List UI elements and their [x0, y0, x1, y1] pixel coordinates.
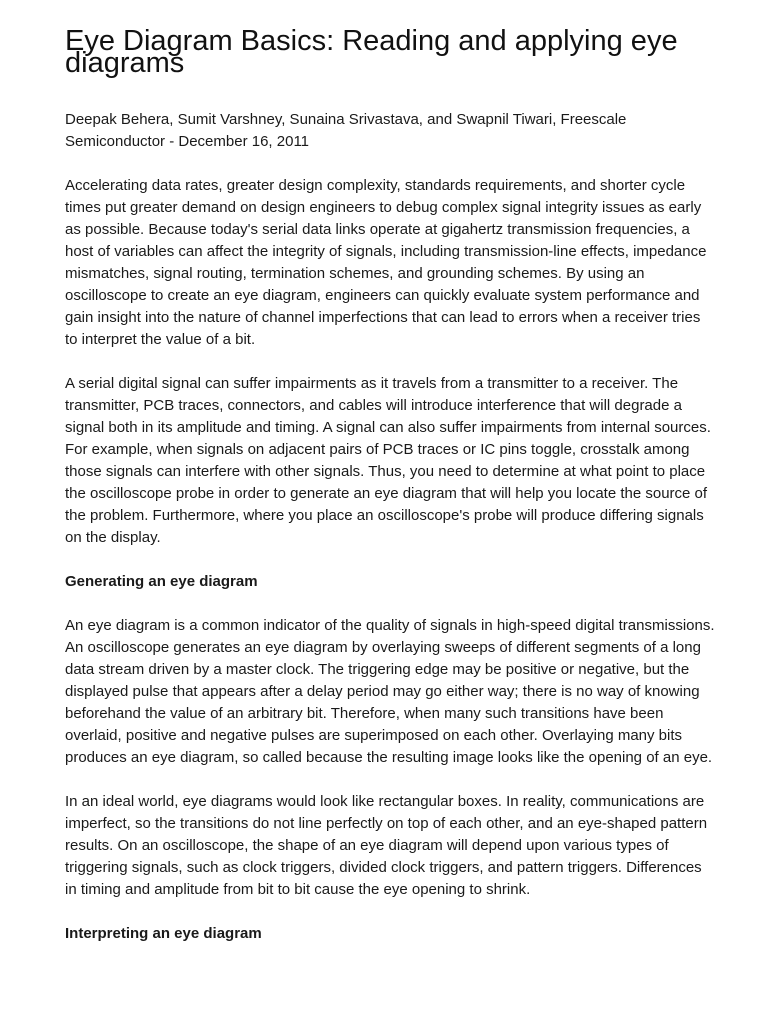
- article-byline: Deepak Behera, Sumit Varshney, Sunaina Srivastava, and Swapnil Tiwari, Freescale Semiconductor - December 16, 2011: [65, 111, 627, 150]
- article: [65, 22, 715, 945]
- paragraph: An eye diagram is a common indicator of the quality of signals in high-speed digital transmissions. An oscilloscope generates an eye diagram by overlaying sweeps of different segments of a long data stream driven by a master clock. The triggering edge may be positive or negative, but the displayed pulse that appears after a delay period may go either way; there is no way of knowing beforehand the value of an arbitrary bit. Therefore, when many such transitions have been overlaid, positive and negative pulses are superimposed on each other. Overlaying many bits produces an eye diagram, so called because the resulting image looks like the opening of an eye.: [65, 617, 715, 766]
- paragraph: In an ideal world, eye diagrams would look like rectangular boxes. In reality, communications are imperfect, so the transitions do not line perfectly on top of each other, and an eye-shaped pattern results. On an oscilloscope, the shape of an eye diagram will depend upon various types of triggering signals, such as clock triggers, divided clock triggers, and pattern triggers. Differences in timing and amplitude from bit to bit cause the eye opening to shrink.: [65, 793, 708, 898]
- paragraph: A serial digital signal can suffer impairments as it travels from a transmitter to a receiver. The transmitter, PCB traces, connectors, and cables will introduce interference that will degrade a signal both in its amplitude and timing. A signal can also suffer impairments from internal sources. For example, when signals on adjacent pairs of PCB traces or IC pins toggle, crosstalk among those signals can interfere with other signals. Thus, you need to determine at what point to place the oscilloscope probe in order to generate an eye diagram that will help you locate the source of the problem. Furthermore, where you place an oscilloscope's probe will produce differing signals on the display.: [65, 375, 711, 546]
- section-heading-interpreting: Interpreting an eye diagram: [65, 925, 262, 942]
- section-heading-generating: Generating an eye diagram: [65, 573, 258, 590]
- paragraph: Accelerating data rates, greater design complexity, standards requirements, and shorter cycle times put greater demand on design engineers to debug complex signal integrity issues as early as possible. Because today's serial data links operate at gigahertz transmission frequencies, a host of variables can affect the integrity of signals, including transmission-line effects, impedance mismatches, signal routing, termination schemes, and grounding schemes. By using an oscilloscope to create an eye diagram, engineers can quickly evaluate system performance and gain insight into the nature of channel imperfections that can lead to errors when a receiver tries to interpret the value of a bit.: [65, 177, 707, 348]
- article-title: Eye Diagram Basics: Reading and applying eye diagrams: [65, 25, 678, 79]
